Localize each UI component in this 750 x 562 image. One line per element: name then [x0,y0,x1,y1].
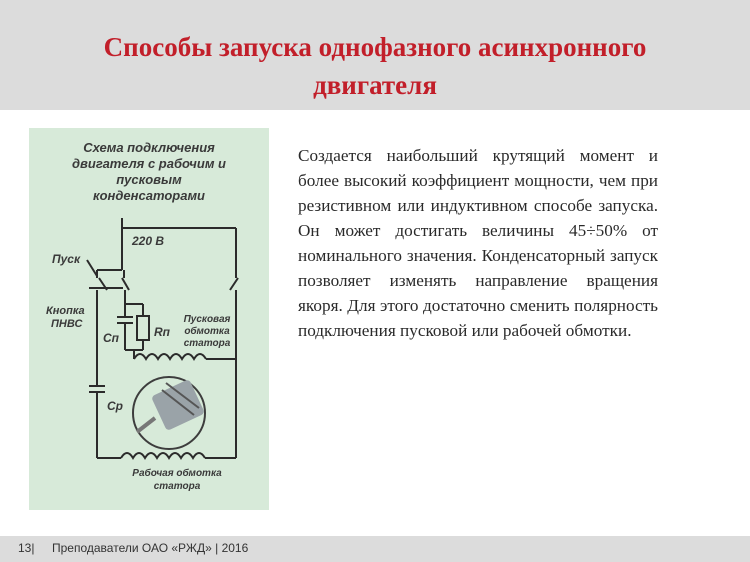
cap-start-label: Сп [103,331,119,345]
cap-run-label: Ср [107,399,123,413]
voltage-label: 220 В [132,234,165,248]
start-label: Пуск [52,252,81,266]
circuit-diagram-svg [29,128,269,510]
start-winding-label-2: обмотка [184,326,230,337]
slide-title-line-1: Способы запуска однофазного асинхронного [103,32,647,62]
diagram-title-line-4: конденсаторами [92,188,206,203]
slide-title-line-2: двигателя [313,70,437,100]
run-winding-label-2: статора [153,481,201,492]
resistor-label: Rп [154,325,170,339]
footer-band [0,536,750,562]
run-winding-label-1: Рабочая обмотка [132,468,222,479]
body-paragraph: Создается наибольший крутящий момент и более высокий коэффициент мощности, чем при резистивном или индуктивном способе запуска. Он может достигать величины 45÷50% от номинального значения. Конденсаторный запуск позволяет изменять направление вращения якоря. Для этого достаточно сменить полярность подключения пусковой или рабочей обмотки. [298,146,658,340]
header-band [0,0,750,110]
start-winding-label-1: Пусковая [183,314,231,325]
slide-title [20,28,730,104]
page-number: 13| [18,541,35,555]
diagram-title-line-3: пусковым [116,172,182,187]
button-label-line-1: Кнопка [46,305,85,317]
start-winding-label-3: статора [183,338,231,349]
diagram-title-line-2: двигателя с рабочим и [71,156,227,171]
button-label-line-2: ПНВС [51,318,83,330]
footer-text: Преподаватели ОАО «РЖД» | 2016 [52,541,249,555]
circuit-diagram [29,128,269,510]
diagram-title-line-1: Схема подключения [83,140,215,155]
